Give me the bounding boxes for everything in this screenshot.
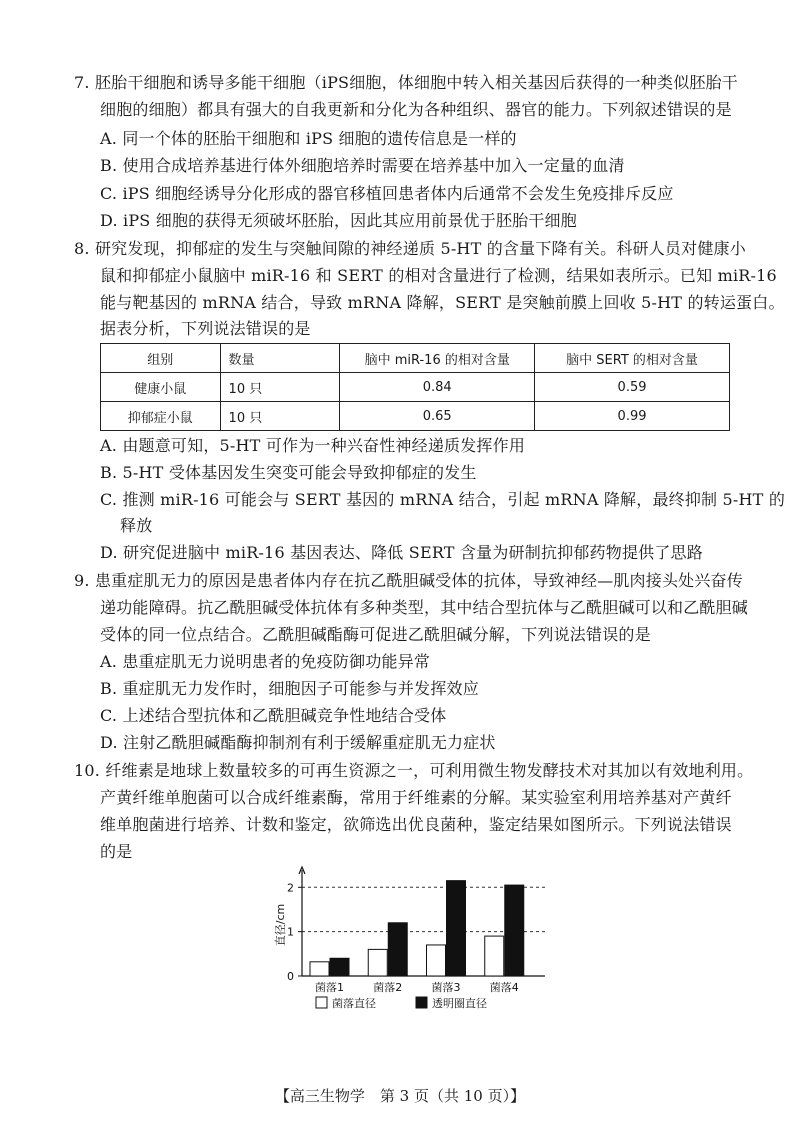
table-header: 脑中 SERT 的相对含量 [535, 344, 730, 373]
bar [447, 881, 466, 976]
table-cell: 0.59 [535, 373, 730, 402]
q7-option-b: B. 使用合成培养基进行体外细胞培养时需要在培养基中加入一定量的血清 [100, 156, 625, 175]
table-cell: 健康小鼠 [101, 373, 221, 402]
q8-option-c-cont: 释放 [120, 516, 153, 535]
x-tick-label: 菌落2 [373, 981, 403, 994]
table-cell: 0.84 [340, 373, 535, 402]
table-cell: 抑郁症小鼠 [101, 402, 221, 431]
bar [368, 949, 387, 976]
q7-stem-line-1: 7. 胚胎干细胞和诱导多能干细胞（iPS细胞，体细胞中转入相关基因后获得的一种类似胚胎干 [74, 73, 738, 92]
table-cell: 10 只 [220, 402, 340, 431]
bar [427, 945, 446, 976]
q7-option-d: D. iPS 细胞的获得无须破坏胚胎，因此其应用前景优于胚胎干细胞 [100, 211, 577, 230]
q8-stem-line-3: 能与靶基因的 mRNA 结合，导致 mRNA 降解，SERT 是突触前膜上回收 5-HT 的转运蛋白。 [100, 293, 785, 312]
q9-option-d: D. 注射乙酰胆碱酯酶抑制剂有利于缓解重症肌无力症状 [100, 733, 496, 752]
q9-option-b: B. 重症肌无力发作时，细胞因子可能参与并发挥效应 [100, 679, 479, 698]
legend-swatch [416, 997, 427, 1008]
x-tick-label: 菌落4 [489, 981, 519, 994]
q10-stem-line-3: 维单胞菌进行培养、计数和鉴定，欲筛选出优良菌种，鉴定结果如图所示。下列说法错误 [100, 815, 732, 834]
table-header: 组别 [101, 344, 221, 373]
q7-option-a: A. 同一个体的胚胎干细胞和 iPS 细胞的遗传信息是一样的 [100, 129, 517, 148]
q9-option-a: A. 患重症肌无力说明患者的免疫防御功能异常 [100, 652, 431, 671]
q8-option-a: A. 由题意可知，5-HT 可作为一种兴奋性神经递质发挥作用 [100, 436, 526, 455]
table-row [101, 402, 730, 431]
q8-data-table [100, 343, 730, 431]
bar [505, 885, 524, 976]
q7-option-c: C. iPS 细胞经诱导分化形成的器官移植回患者体内后通常不会发生免疫排斥反应 [100, 184, 674, 203]
q9-stem-line-1: 9. 患重症肌无力的原因是患者体内存在抗乙酰胆碱受体的抗体，导致神经—肌肉接头处兴奋传 [74, 571, 743, 590]
bar [330, 958, 349, 976]
page-footer: 【高三生物学 第 3 页（共 10 页）】 [274, 1087, 526, 1105]
bar [388, 923, 407, 976]
q9-stem-line-3: 受体的同一位点结合。乙酰胆碱酯酶可促进乙酰胆碱分解，下列说法错误的是 [100, 625, 651, 644]
q8-option-d: D. 研究促进脑中 miR-16 基因表达、降低 SERT 含量为研制抗抑郁药物提供了思路 [100, 543, 703, 562]
q8-stem-line-1: 8. 研究发现，抑郁症的发生与突触间隙的神经递质 5-HT 的含量下降有关。科研人员对健康小 [74, 239, 746, 258]
table-header: 脑中 miR-16 的相对含量 [340, 344, 535, 373]
y-tick-label: 2 [287, 881, 294, 895]
table-cell: 10 只 [220, 373, 340, 402]
q8-option-b: B. 5-HT 受体基因发生突变可能会导致抑郁症的发生 [100, 463, 477, 482]
q9-option-c: C. 上述结合型抗体和乙酰胆碱竞争性地结合受体 [100, 706, 447, 725]
q8-stem-line-2: 鼠和抑郁症小鼠脑中 miR-16 和 SERT 的相对含量进行了检测，结果如表所示。已知 miR-16 [100, 266, 777, 285]
legend-label: 透明圈直径 [432, 997, 487, 1010]
table-header-row [101, 344, 730, 373]
legend-swatch [316, 997, 327, 1008]
q7-stem-line-2: 细胞的细胞）都具有强大的自我更新和分化为各种组织、器官的能力。下列叙述错误的是 [100, 100, 732, 119]
table-row [101, 373, 730, 402]
y-axis-label: 直径/cm [274, 903, 287, 947]
legend-label: 菌落直径 [332, 997, 376, 1010]
table-cell: 0.65 [340, 402, 535, 431]
x-tick-label: 菌落1 [315, 981, 344, 994]
q8-option-c: C. 推测 miR-16 可能会与 SERT 基因的 mRNA 结合，引起 mRNA 降解，最终抑制 5-HT 的 [100, 490, 786, 509]
q9-stem-line-2: 递功能障碍。抗乙酰胆碱受体抗体有多种类型，其中结合型抗体与乙酰胆碱可以和乙酰胆碱 [100, 598, 749, 617]
bar [310, 962, 329, 976]
table-cell: 0.99 [535, 402, 730, 431]
q10-stem-line-1: 10. 纤维素是地球上数量较多的可再生资源之一，可利用微生物发酵技术对其加以有效地利用。 [74, 761, 754, 780]
colony-diameter-bar-chart [270, 862, 570, 1022]
bar [485, 936, 504, 976]
q8-stem-line-4: 据表分析，下列说法错误的是 [100, 319, 311, 338]
q10-stem-line-4: 的是 [100, 842, 133, 861]
x-tick-label: 菌落3 [431, 981, 461, 994]
y-tick-label: 1 [287, 925, 294, 939]
table-header: 数量 [220, 344, 340, 373]
y-tick-label: 0 [287, 970, 294, 983]
q10-stem-line-2: 产黄纤维单胞菌可以合成纤维素酶，常用于纤维素的分解。某实验室利用培养基对产黄纤 [100, 788, 732, 807]
